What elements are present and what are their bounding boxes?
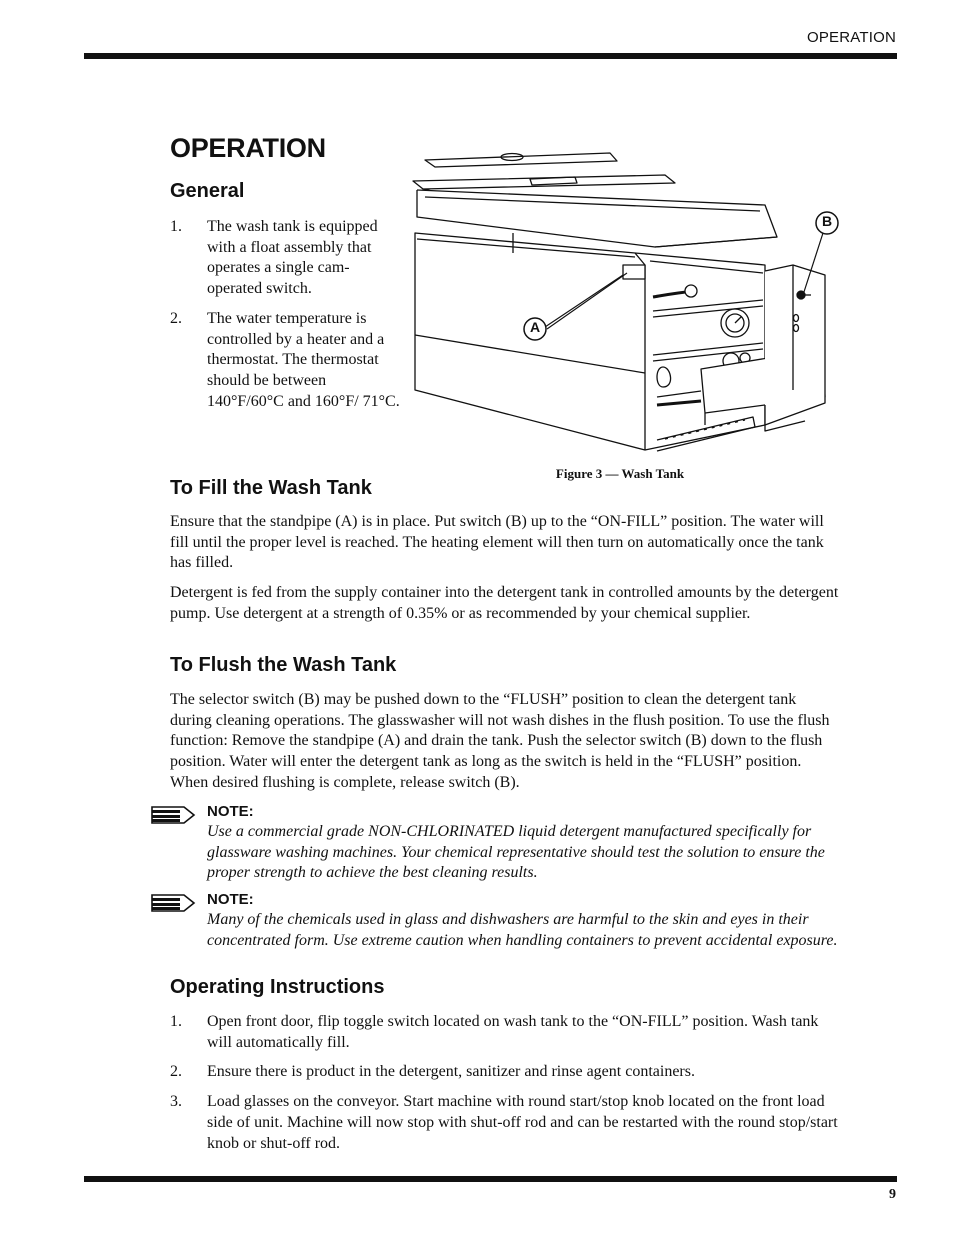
callout-a-label: A <box>529 319 541 335</box>
list-item-number: 1. <box>170 1013 182 1030</box>
wash-tank-figure <box>395 135 850 460</box>
wash-tank-illustration <box>395 135 850 460</box>
fill-paragraph-1: Ensure that the standpipe (A) is in place. Put switch (B) up to the “ON-FILL” position. The water will fill until the proper level is reached. The heating element will then turn on automatically once the tank has filled. <box>170 513 824 572</box>
note-text: Use a commercial grade NON-CHLORINATED liquid detergent manufactured specifically for glassware washing machines. Your chemical representative should test the solution to ensure the proper strength to achieve the best cleaning results. <box>207 823 825 882</box>
general-list <box>170 217 400 421</box>
list-item-number: 2. <box>170 1063 182 1081</box>
header-rule <box>84 53 897 59</box>
note-text: Many of the chemicals used in glass and dishwashers are harmful to the skin and eyes in their concentrated form. Use extreme caution when handling containers to prevent accidental exposure. <box>207 911 838 949</box>
list-item-text: Load glasses on the conveyor. Start machine with round start/stop knob located on the front load side of unit. Machine will now stop with shut-off rod and can be restarted with the round stop/start knob or shut-off rod. <box>207 1093 838 1152</box>
list-item-text: The wash tank is equipped with a float assembly that operates a single cam-operated switch. <box>207 218 378 298</box>
list-item-text: Ensure there is product in the detergent, sanitizer and rinse agent containers. <box>207 1063 695 1081</box>
flush-paragraph: The selector switch (B) may be pushed down to the “FLUSH” position to clean the detergent tank during cleaning operations. The glasswasher will not wash dishes in the flush position. To use the flush function: Remove the standpipe (A) and drain the tank. Push the selector switch (B) down to the flush position. Water will enter the detergent tank as long as the switch is held in the “FLUSH” position. When desired flushing is complete, release switch (B). <box>170 691 830 791</box>
running-header: OPERATION <box>806 29 896 46</box>
note-label: NOTE: <box>207 891 254 908</box>
fill-paragraph-2: Detergent is fed from the supply container into the detergent tank in controlled amounts by the detergent pump. Use detergent at a strength of 0.35% or as recommended by your chemical supplier. <box>170 584 839 622</box>
page-title: OPERATION <box>170 133 326 163</box>
general-heading: General <box>170 180 245 202</box>
note-pencil-icon <box>150 804 198 826</box>
operating-list <box>170 1012 840 1163</box>
list-item <box>170 1062 840 1083</box>
note-pencil-icon <box>150 892 198 914</box>
list-item-text: Open front door, flip toggle switch located on wash tank to the “ON-FILL” position. Wash tank will automatically fill. <box>207 1013 819 1051</box>
list-item-text: The water temperature is controlled by a heater and a thermostat. The thermostat should be between 140°F/60°C and 160°F/ 71°C. <box>207 309 400 410</box>
note-label: NOTE: <box>207 803 254 820</box>
footer-rule <box>84 1176 897 1182</box>
list-item-number: 2. <box>170 309 182 327</box>
list-item-number: 1. <box>170 218 182 235</box>
figure-caption: Figure 3 — Wash Tank <box>555 466 685 481</box>
list-item <box>170 1092 840 1154</box>
list-item <box>170 1012 840 1053</box>
page-number: 9 <box>889 1187 896 1202</box>
callout-b-label: B <box>821 213 833 229</box>
operating-heading: Operating Instructions <box>170 976 385 998</box>
flush-heading: To Flush the Wash Tank <box>170 654 397 676</box>
list-item-number: 3. <box>170 1093 182 1111</box>
list-item <box>170 217 400 300</box>
fill-heading: To Fill the Wash Tank <box>170 477 372 499</box>
list-item <box>170 309 400 413</box>
